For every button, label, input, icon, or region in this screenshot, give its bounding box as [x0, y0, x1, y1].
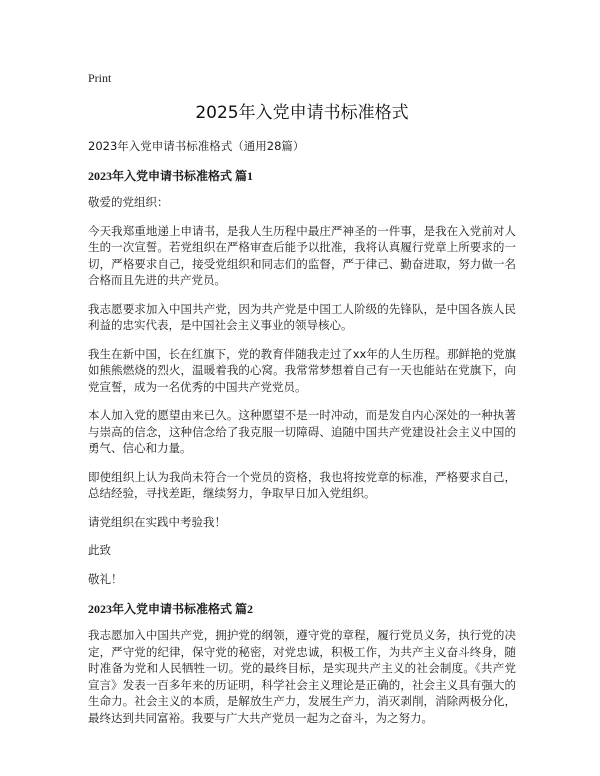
paragraph: 本人加入党的愿望由来已久。这种愿望不是一时冲动，而是发自内心深处的一种执著与崇高的信念，这种信念给了我克服一切障碍、追随中国共产党建设社会主义中国的勇气、信心和力量。 [88, 408, 516, 455]
paragraph: 我志愿要求加入中国共产党，因为共产党是中国工人阶级的先锋队，是中国各族人民利益的忠实代表，是中国社会主义事业的领导核心。 [88, 301, 516, 332]
print-label: Print [88, 71, 112, 85]
paragraph: 我生在新中国，长在红旗下，党的教育伴随我走过了xx年的人生历程。那鲜艳的党旗如熊熊燃烧的烈火，温暖着我的心窝。我常常梦想着自己有一天也能站在党旗下，向党宣誓，成为一名优秀的中国共产党党员。 [88, 346, 516, 394]
document-title: 2025年入党申请书标准格式 [195, 103, 409, 123]
document-subtitle: 2023年入党申请书标准格式（通用28篇） [88, 139, 305, 153]
section-heading: 2023年入党申请书标准格式 篇1 [88, 169, 254, 183]
paragraph: 我志愿加入中国共产党，拥护党的纲领，遵守党的章程，履行党员义务，执行党的决定，严守党的纪律，保守党的秘密，对党忠诚，积极工作，为共产主义奋斗终身，随时准备为党和人民牺牲一切。党的最终目标，是实现共产主义的社会制度。《共产党宣言》发表一百多年来的历证明，科学社会主义理论是正确的，社会主义具有强大的生命力。社会主义的本质，是解放生产力，发展生产力，消灭剥削，消除两极分化，最终达到共同富裕。我要与广大共产党员一起为之奋斗，为之努力。 [88, 628, 516, 725]
paragraph: 请党组织在实践中考验我！ [88, 514, 226, 529]
paragraph: 今天我郑重地递上申请书，是我人生历程中最庄严神圣的一件事，是我在入党前对人生的一次宣誓。若党组织在严格审查后能予以批准，我将认真履行党章上所要求的一切，严格要求自己，接受党组织和同志们的监督，严于律己、勤奋进取，努力做一名合格而且先进的共产党员。 [88, 223, 516, 287]
closing-line: 敬礼！ [88, 571, 123, 586]
document-page [88, 70, 516, 726]
section-heading: 2023年入党申请书标准格式 篇2 [88, 602, 254, 616]
closing-line: 此致 [88, 543, 111, 557]
paragraph: 即使组织上认为我尚未符合一个党员的资格，我也将按党章的标准，严格要求自己，总结经验，寻找差距，继续努力，争取早日加入党组织。 [88, 469, 516, 500]
salutation: 敬爱的党组织： [88, 195, 169, 209]
